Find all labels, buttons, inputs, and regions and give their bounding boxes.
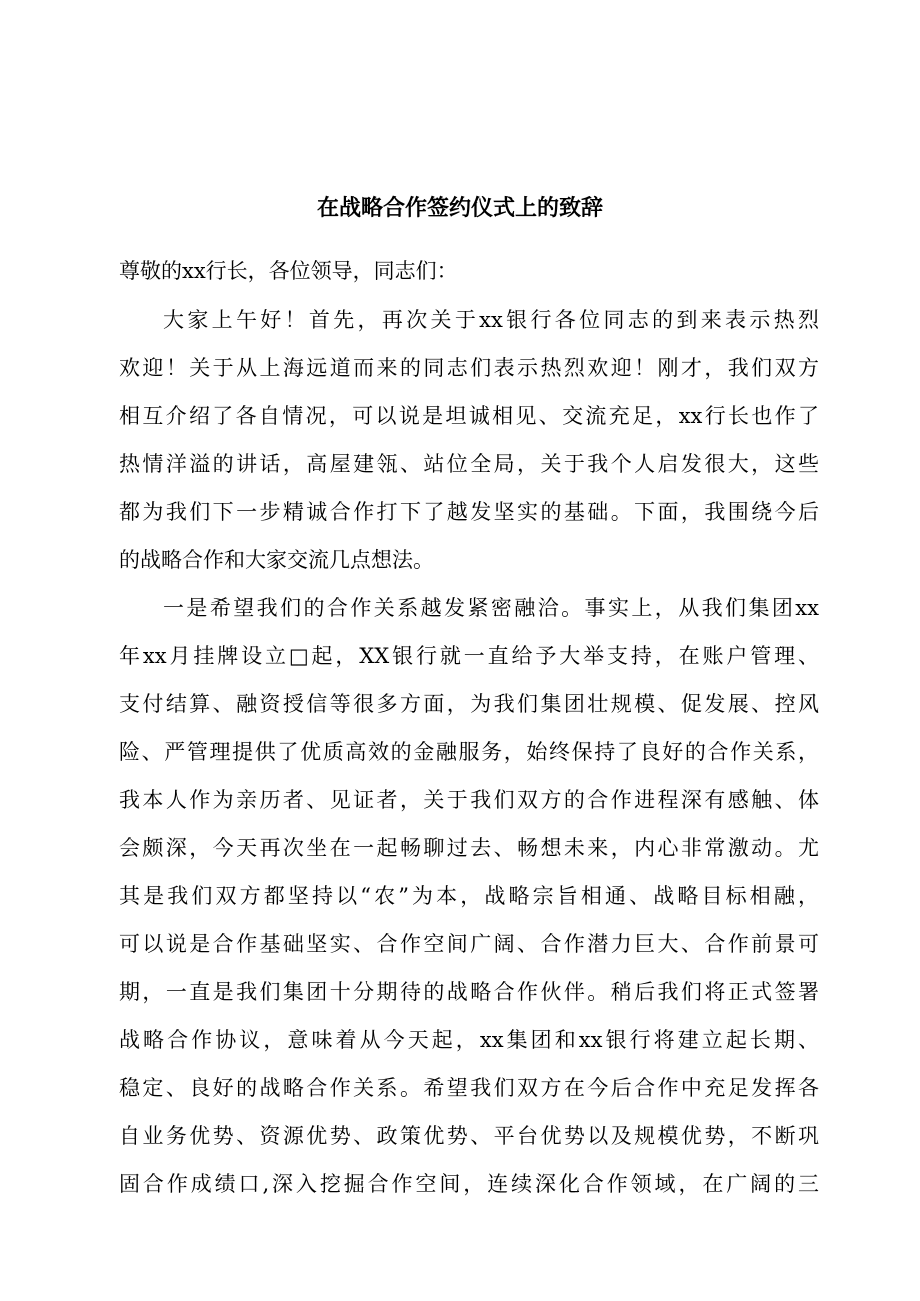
body-line: 自业务优势、资源优势、政策优势、平台优势以及规模优势，不断巩	[119, 1124, 819, 1148]
body-line: 年xx月挂牌设立□起，XX银行就一直给予大举支持，在账户管理、	[119, 644, 819, 668]
body-line: 我本人作为亲历者、见证者，关于我们双方的合作进程深有感触、体	[119, 788, 819, 812]
body-line: 的战略合作和大家交流几点想法。	[119, 548, 434, 572]
body-line: 都为我们下一步精诚合作打下了越发坚实的基础。下面，我围绕今后	[119, 500, 819, 524]
body-line: 可以说是合作基础坚实、合作空间广阔、合作潜力巨大、合作前景可	[119, 932, 819, 956]
body-line: 固合作成绩口,深入挖掘合作空间，连续深化合作领域，在广阔的三	[119, 1172, 819, 1196]
body-line: 期，一直是我们集团十分期待的战略合作伙伴。稍后我们将正式签署	[119, 980, 819, 1004]
body-line: 欢迎！关于从上海远道而来的同志们表示热烈欢迎！刚才，我们双方	[119, 356, 819, 380]
body-line: 热情洋溢的讲话，高屋建瓴、站位全局，关于我个人启发很大，这些	[119, 452, 819, 476]
greeting-line: 尊敬的xx行长，各位领导，同志们：	[119, 259, 458, 283]
body-line: 战略合作协议，意味着从今天起，xx集团和xx银行将建立起长期、	[119, 1028, 819, 1052]
body-line: 其是我们双方都坚持以“农”为本，战略宗旨相通、战略目标相融，	[119, 884, 819, 908]
body-line: 会颇深，今天再次坐在一起畅聊过去、畅想未来，内心非常激动。尤	[119, 836, 819, 860]
body-line: 稳定、良好的战略合作关系。希望我们双方在今后合作中充足发挥各	[119, 1076, 819, 1100]
body-line: 险、严管理提供了优质高效的金融服务，始终保持了良好的合作关系，	[119, 740, 819, 764]
body-line: 相互介绍了各自情况，可以说是坦诚相见、交流充足，xx行长也作了	[119, 404, 819, 428]
body-line: 一是希望我们的合作关系越发紧密融洽。事实上，从我们集团xx	[163, 596, 819, 620]
document-title: 在战略合作签约仪式上的致辞	[316, 196, 603, 221]
body-line: 支付结算、融资授信等很多方面，为我们集团壮规模、促发展、控风	[119, 692, 819, 716]
body-line: 大家上午好！首先，再次关于xx银行各位同志的到来表示热烈	[163, 308, 819, 332]
